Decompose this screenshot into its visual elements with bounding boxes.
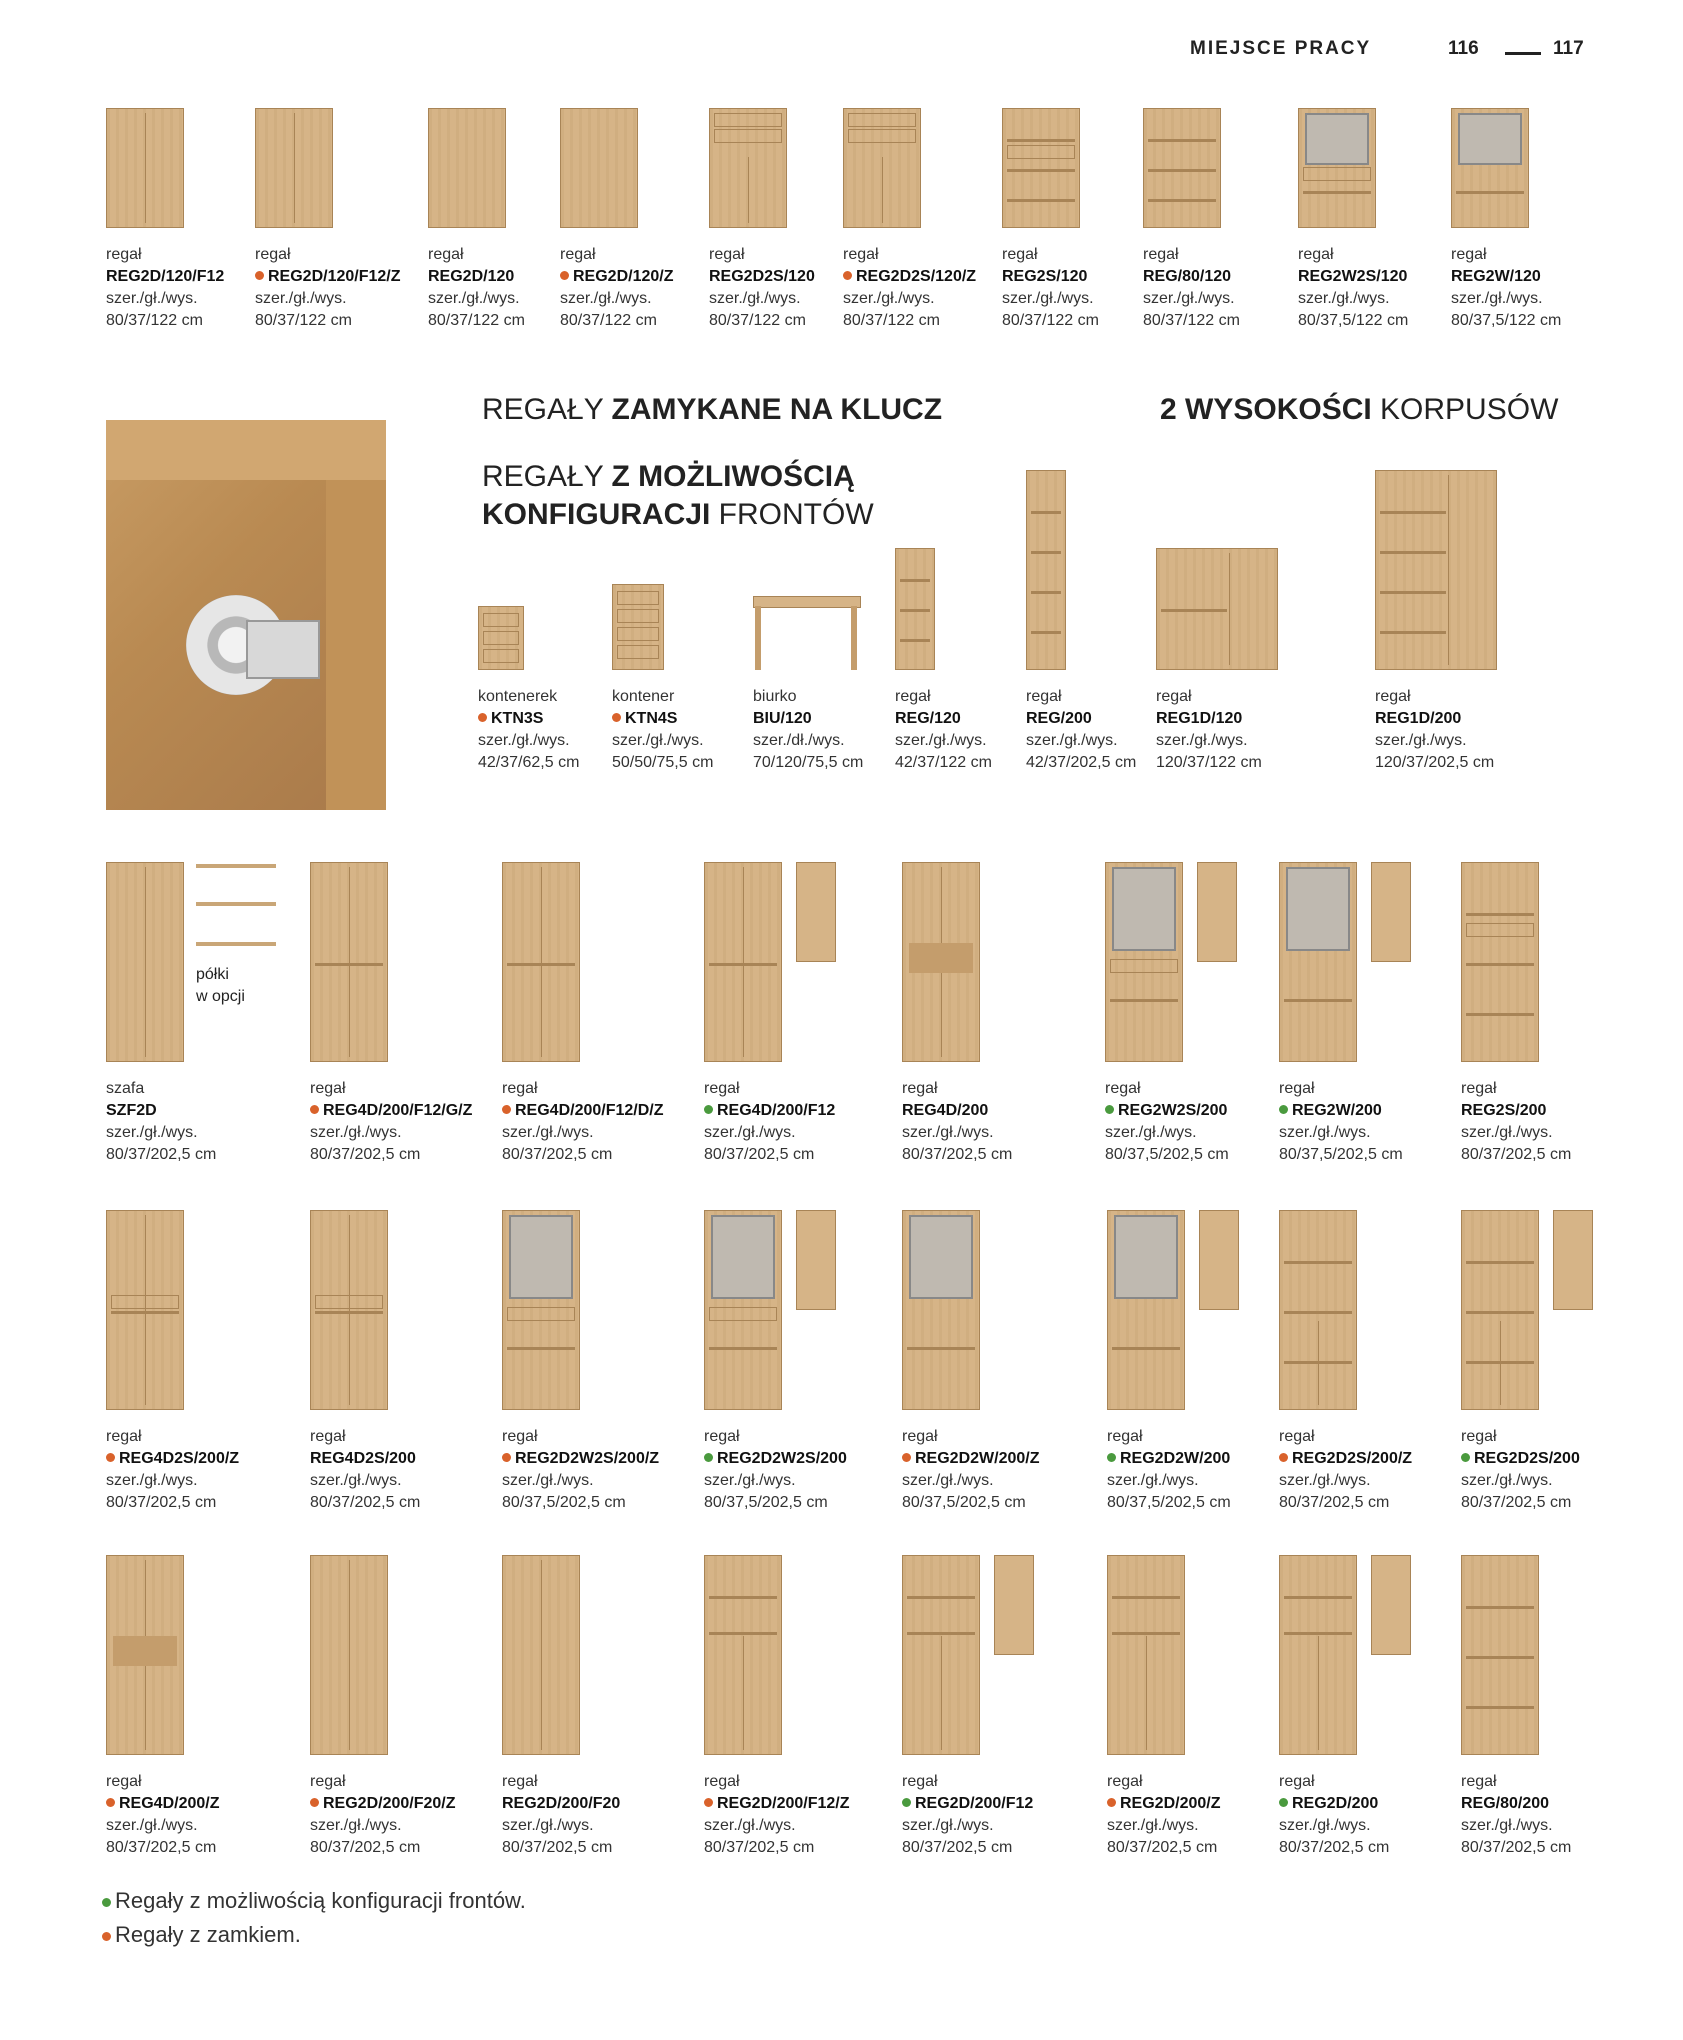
orange-dot-icon <box>106 1453 115 1462</box>
dimension-value: 80/37,5/202,5 cm <box>1105 1146 1229 1163</box>
product-type: regał <box>704 1773 740 1790</box>
product-image <box>310 862 470 1062</box>
product-biu-120 <box>753 470 913 774</box>
product-reg4d2s-200-z <box>106 1210 266 1514</box>
dimension-label: szer./gł./wys. <box>612 732 704 749</box>
dimension-label: szer./gł./wys. <box>1451 290 1543 307</box>
product-image <box>502 1210 662 1410</box>
product-code: REG2D2S/120 <box>709 268 815 285</box>
product-type: regał <box>902 1428 938 1445</box>
green-dot-icon <box>1461 1453 1470 1462</box>
product-type: regał <box>1026 688 1062 705</box>
product-image <box>1461 862 1621 1062</box>
dimension-label: szer./gł./wys. <box>1375 732 1467 749</box>
dimension-label: szer./gł./wys. <box>1279 1472 1371 1489</box>
dimension-label: szer./gł./wys. <box>310 1817 402 1834</box>
dimension-value: 120/37/122 cm <box>1156 754 1262 771</box>
heading-config-line2: KONFIGURACJI FRONTÓW <box>482 498 874 531</box>
product-image <box>902 1555 1062 1755</box>
product-image <box>753 470 913 670</box>
product-type: regał <box>310 1080 346 1097</box>
dimension-value: 80/37/122 cm <box>843 312 940 329</box>
dimension-label: szer./gł./wys. <box>310 1472 402 1489</box>
product-reg2d2w-200 <box>1107 1210 1267 1514</box>
product-type: szafa <box>106 1080 145 1097</box>
dimension-value: 80/37/122 cm <box>106 312 203 329</box>
dimension-value: 80/37/202,5 cm <box>1461 1494 1572 1511</box>
dimension-label: szer./gł./wys. <box>1107 1817 1199 1834</box>
product-image <box>560 108 720 228</box>
green-dot-icon <box>1105 1105 1114 1114</box>
page-divider <box>1505 52 1541 55</box>
product-code: REG1D/120 <box>1156 710 1243 727</box>
product-type: regał <box>428 246 464 263</box>
dimension-value: 120/37/202,5 cm <box>1375 754 1495 771</box>
orange-dot-icon <box>843 271 852 280</box>
orange-dot-icon <box>560 271 569 280</box>
product-type: regał <box>709 246 745 263</box>
dimension-label: szer./gł./wys. <box>895 732 987 749</box>
dimension-label: szer./gł./wys. <box>560 290 652 307</box>
dimension-value: 80/37/202,5 cm <box>704 1146 815 1163</box>
product-reg2d-120-f12 <box>106 108 266 332</box>
extra-front <box>1553 1210 1593 1310</box>
product-type: regał <box>1298 246 1334 263</box>
product-reg2s-200 <box>1461 862 1621 1166</box>
dimension-value: 80/37/202,5 cm <box>1107 1839 1218 1856</box>
product-type: regał <box>1279 1428 1315 1445</box>
product-image <box>1107 1555 1267 1755</box>
heading-heights: 2 WYSOKOŚCI KORPUSÓW <box>1160 393 1559 426</box>
product-code: REG/200 <box>1026 710 1092 727</box>
product-type: regał <box>1143 246 1179 263</box>
product-image <box>1279 1555 1439 1755</box>
dimension-label: szer./gł./wys. <box>1143 290 1235 307</box>
product-code: REG2D/200/F12/Z <box>717 1795 850 1812</box>
product-type: regał <box>902 1773 938 1790</box>
dimension-value: 80/37/122 cm <box>709 312 806 329</box>
product-type: kontenerek <box>478 688 558 705</box>
dimension-label: szer./gł./wys. <box>704 1124 796 1141</box>
dimension-value: 80/37/202,5 cm <box>1279 1839 1390 1856</box>
page-number-right: 117 <box>1553 38 1584 59</box>
product-code: REG2D/120 <box>428 268 515 285</box>
heading-locked: REGAŁY ZAMYKANE NA KLUCZ <box>482 393 943 426</box>
dimension-value: 50/50/75,5 cm <box>612 754 714 771</box>
product-reg2d2w-200-z <box>902 1210 1062 1514</box>
product-reg2d-200-f12-z <box>704 1555 864 1859</box>
orange-dot-icon <box>502 1105 511 1114</box>
dimension-label: szer./gł./wys. <box>1461 1124 1553 1141</box>
product-reg4d-200-f12-g-z <box>310 862 473 1166</box>
dimension-value: 80/37/122 cm <box>1002 312 1099 329</box>
product-code: REG2D2W/200/Z <box>915 1450 1040 1467</box>
dimension-label: szer./gł./wys. <box>255 290 347 307</box>
product-reg2d-120-f12-z <box>255 108 415 332</box>
dimension-label: szer./gł./wys. <box>106 1817 198 1834</box>
lock-detail-photo <box>106 420 386 810</box>
page-number-left: 116 <box>1448 38 1479 59</box>
dimension-label: szer./gł./wys. <box>1156 732 1248 749</box>
product-code: REG2D/200/Z <box>1120 1795 1221 1812</box>
dimension-label: szer./gł./wys. <box>902 1124 994 1141</box>
product-image <box>106 1210 266 1410</box>
dimension-value: 80/37/202,5 cm <box>106 1146 217 1163</box>
product-code: REG2D/120/F12/Z <box>268 268 401 285</box>
product-code: REG2D2S/120/Z <box>856 268 977 285</box>
product-image <box>502 1555 662 1755</box>
dimension-value: 80/37/202,5 cm <box>1461 1146 1572 1163</box>
product-reg2d-200 <box>1279 1555 1439 1859</box>
product-type: regał <box>502 1428 538 1445</box>
orange-dot-icon <box>310 1798 319 1807</box>
product-szf2d <box>106 862 266 1166</box>
product-image <box>612 470 772 670</box>
product-code: REG2W2S/200 <box>1118 1102 1228 1119</box>
product-code: REG4D/200/F12/G/Z <box>323 1102 473 1119</box>
dimension-value: 80/37,5/202,5 cm <box>1279 1146 1403 1163</box>
product-code: REG2W/200 <box>1292 1102 1382 1119</box>
product-reg2d2s-200 <box>1461 1210 1621 1514</box>
dimension-label: szer./gł./wys. <box>310 1124 402 1141</box>
product-image <box>310 1555 470 1755</box>
dimension-label: szer./gł./wys. <box>704 1472 796 1489</box>
dimension-label: szer./gł./wys. <box>106 1124 198 1141</box>
dimension-value: 80/37,5/122 cm <box>1451 312 1562 329</box>
legend-green: Regały z możliwością konfiguracji frontów. <box>102 1888 526 1914</box>
dimension-value: 80/37/202,5 cm <box>502 1839 613 1856</box>
dimension-label: szer./gł./wys. <box>1026 732 1118 749</box>
product-code: REG2D/120/Z <box>573 268 674 285</box>
product-reg2w2s-120 <box>1298 108 1458 332</box>
product-reg2d2w2s-200 <box>704 1210 864 1514</box>
product-code: REG4D2S/200/Z <box>119 1450 240 1467</box>
product-reg2d-200-f12 <box>902 1555 1062 1859</box>
dimension-value: 80/37,5/122 cm <box>1298 312 1409 329</box>
orange-dot-icon <box>106 1798 115 1807</box>
product-reg2d-200-f20-z <box>310 1555 470 1859</box>
green-dot-icon <box>704 1453 713 1462</box>
product-type: regał <box>704 1080 740 1097</box>
product-type: regał <box>310 1428 346 1445</box>
dimension-label: szer./gł./wys. <box>843 290 935 307</box>
dimension-value: 80/37,5/202,5 cm <box>902 1494 1026 1511</box>
product-code: REG2D/200/F20/Z <box>323 1795 456 1812</box>
product-reg2d2w2s-200-z <box>502 1210 662 1514</box>
product-code: REG2W/120 <box>1451 268 1541 285</box>
product-type: regał <box>1375 688 1411 705</box>
extra-front <box>1371 862 1411 962</box>
orange-dot-icon <box>310 1105 319 1114</box>
product-code: REG2D/200/F20 <box>502 1795 621 1812</box>
product-type: kontener <box>612 688 675 705</box>
product-image <box>1107 1210 1267 1410</box>
product-ktn4s <box>612 470 772 774</box>
product-code: REG2D2S/200/Z <box>1292 1450 1413 1467</box>
product-code: REG2W2S/120 <box>1298 268 1408 285</box>
orange-dot-icon <box>102 1932 111 1941</box>
dimension-label: szer./gł./wys. <box>1461 1817 1553 1834</box>
dimension-label: szer./gł./wys. <box>106 290 198 307</box>
green-dot-icon <box>704 1105 713 1114</box>
product-type: regał <box>255 246 291 263</box>
product-code: SZF2D <box>106 1102 157 1119</box>
extra-front <box>1371 1555 1411 1655</box>
orange-dot-icon <box>1279 1453 1288 1462</box>
dimension-label: szer./dł./wys. <box>753 732 845 749</box>
green-dot-icon <box>1279 1798 1288 1807</box>
product-image <box>255 108 415 228</box>
dimension-label: szer./gł./wys. <box>502 1817 594 1834</box>
product-reg2w2s-200 <box>1105 862 1265 1166</box>
product-image <box>1375 470 1535 670</box>
product-image <box>106 108 266 228</box>
dimension-label: szer./gł./wys. <box>106 1472 198 1489</box>
product-image <box>1461 1210 1621 1410</box>
dimension-value: 80/37/202,5 cm <box>106 1494 217 1511</box>
product-reg4d-200 <box>902 862 1062 1166</box>
dimension-value: 80/37/202,5 cm <box>310 1839 421 1856</box>
product-image <box>1143 108 1303 228</box>
product-type: regał <box>310 1773 346 1790</box>
product-type: regał <box>502 1773 538 1790</box>
extra-front <box>1197 862 1237 962</box>
product-code: REG4D/200/F12 <box>717 1102 836 1119</box>
product-type: regał <box>1156 688 1192 705</box>
product-image <box>1279 1210 1439 1410</box>
dimension-label: szer./gł./wys. <box>709 290 801 307</box>
dimension-label: szer./gł./wys. <box>704 1817 796 1834</box>
extra-front <box>1199 1210 1239 1310</box>
product-reg2d2s-120-z <box>843 108 1003 332</box>
product-image <box>1451 108 1611 228</box>
product-code: REG4D/200 <box>902 1102 989 1119</box>
key-icon <box>246 620 320 679</box>
product-code: REG2D/200/F12 <box>915 1795 1034 1812</box>
dimension-value: 80/37/122 cm <box>560 312 657 329</box>
dimension-value: 80/37,5/202,5 cm <box>502 1494 626 1511</box>
product-image <box>310 1210 470 1410</box>
product-type: regał <box>1105 1080 1141 1097</box>
product-code: REG2S/200 <box>1461 1102 1547 1119</box>
green-dot-icon <box>1279 1105 1288 1114</box>
section-title: MIEJSCE PRACY <box>1190 38 1372 59</box>
product-image <box>1156 470 1316 670</box>
product-type: regał <box>704 1428 740 1445</box>
product-reg2d-200-f20 <box>502 1555 662 1859</box>
product-code: REG2D2W2S/200/Z <box>515 1450 660 1467</box>
dimension-value: 80/37/202,5 cm <box>310 1146 421 1163</box>
dimension-value: 80/37/122 cm <box>1143 312 1240 329</box>
green-dot-icon <box>102 1898 111 1907</box>
dimension-label: szer./gł./wys. <box>478 732 570 749</box>
product-image <box>704 862 864 1062</box>
dimension-value: 80/37/202,5 cm <box>1279 1494 1390 1511</box>
product-code: KTN3S <box>491 710 544 727</box>
product-code: REG/120 <box>895 710 961 727</box>
legend-orange: Regały z zamkiem. <box>102 1922 301 1948</box>
product-type: regał <box>1451 246 1487 263</box>
product-reg2d-200-z <box>1107 1555 1267 1859</box>
orange-dot-icon <box>902 1453 911 1462</box>
product-image <box>704 1210 864 1410</box>
product-type: regał <box>1107 1773 1143 1790</box>
product-code: REG2D2W2S/200 <box>717 1450 847 1467</box>
product-reg2w-120 <box>1451 108 1611 332</box>
product-reg2w-200 <box>1279 862 1439 1166</box>
orange-dot-icon <box>502 1453 511 1462</box>
dimension-value: 80/37,5/202,5 cm <box>704 1494 828 1511</box>
product-reg4d-200-z <box>106 1555 266 1859</box>
dimension-value: 80/37/122 cm <box>428 312 525 329</box>
dimension-value: 80/37,5/202,5 cm <box>1107 1494 1231 1511</box>
dimension-label: szer./gł./wys. <box>1279 1817 1371 1834</box>
dimension-label: szer./gł./wys. <box>1279 1124 1371 1141</box>
dimension-value: 42/37/122 cm <box>895 754 992 771</box>
product-reg2s-120 <box>1002 108 1162 332</box>
product-type: regał <box>1461 1080 1497 1097</box>
orange-dot-icon <box>612 713 621 722</box>
extra-front <box>796 862 836 962</box>
dimension-value: 42/37/202,5 cm <box>1026 754 1137 771</box>
dimension-label: szer./gł./wys. <box>1298 290 1390 307</box>
product-type: regał <box>106 1773 142 1790</box>
product-type: biurko <box>753 688 797 705</box>
product-type: regał <box>1107 1428 1143 1445</box>
product-code: REG1D/200 <box>1375 710 1462 727</box>
product-image <box>902 862 1062 1062</box>
product-image <box>1298 108 1458 228</box>
dimension-label: szer./gł./wys. <box>1002 290 1094 307</box>
product-reg-80-200 <box>1461 1555 1621 1859</box>
product-type: regał <box>1279 1773 1315 1790</box>
product-reg-80-120 <box>1143 108 1303 332</box>
product-type: regał <box>843 246 879 263</box>
product-type: regał <box>895 688 931 705</box>
product-reg1d-120 <box>1156 470 1316 774</box>
dimension-value: 80/37/122 cm <box>255 312 352 329</box>
dimension-value: 80/37/202,5 cm <box>902 1839 1013 1856</box>
product-image <box>106 862 266 1062</box>
dimension-label: szer./gł./wys. <box>1107 1472 1199 1489</box>
product-code: REG/80/120 <box>1143 268 1232 285</box>
product-type: regał <box>502 1080 538 1097</box>
product-type: regał <box>560 246 596 263</box>
product-image <box>502 862 662 1062</box>
product-type: regał <box>1279 1080 1315 1097</box>
product-image <box>106 1555 266 1755</box>
dimension-label: szer./gł./wys. <box>1105 1124 1197 1141</box>
dimension-label: szer./gł./wys. <box>1461 1472 1553 1489</box>
product-image <box>1002 108 1162 228</box>
product-code: REG4D/200/Z <box>119 1795 220 1812</box>
product-reg1d-200 <box>1375 470 1535 774</box>
heading-config-line1: REGAŁY Z MOŻLIWOŚCIĄ <box>482 460 855 493</box>
orange-dot-icon <box>1107 1798 1116 1807</box>
dimension-value: 80/37/202,5 cm <box>310 1494 421 1511</box>
orange-dot-icon <box>704 1798 713 1807</box>
product-reg4d-200-f12 <box>704 862 864 1166</box>
product-code: REG/80/200 <box>1461 1795 1550 1812</box>
product-code: REG2D2W/200 <box>1120 1450 1231 1467</box>
product-reg4d2s-200 <box>310 1210 470 1514</box>
product-code: REG4D/200/F12/D/Z <box>515 1102 664 1119</box>
product-code: REG2S/120 <box>1002 268 1088 285</box>
dimension-value: 80/37/202,5 cm <box>106 1839 217 1856</box>
product-image <box>1105 862 1265 1062</box>
product-code: REG2D2S/200 <box>1474 1450 1580 1467</box>
product-reg4d-200-f12-d-z <box>502 862 662 1166</box>
extra-front <box>796 1210 836 1310</box>
product-image <box>1279 862 1439 1062</box>
orange-dot-icon <box>478 713 487 722</box>
product-code: REG2D/120/F12 <box>106 268 225 285</box>
product-image <box>843 108 1003 228</box>
product-reg2d2s-200-z <box>1279 1210 1439 1514</box>
product-code: BIU/120 <box>753 710 812 727</box>
product-code: KTN4S <box>625 710 678 727</box>
orange-dot-icon <box>255 271 264 280</box>
dimension-label: szer./gł./wys. <box>502 1124 594 1141</box>
product-type: regał <box>1461 1428 1497 1445</box>
dimension-label: szer./gł./wys. <box>502 1472 594 1489</box>
product-type: regał <box>1002 246 1038 263</box>
product-image <box>902 1210 1062 1410</box>
dimension-value: 80/37/202,5 cm <box>902 1146 1013 1163</box>
dimension-label: szer./gł./wys. <box>902 1472 994 1489</box>
product-code: REG4D2S/200 <box>310 1450 416 1467</box>
green-dot-icon <box>1107 1453 1116 1462</box>
dimension-label: szer./gł./wys. <box>428 290 520 307</box>
shelves-option-text: półki w opcji <box>196 966 245 1005</box>
product-code: REG2D/200 <box>1292 1795 1379 1812</box>
extra-front <box>994 1555 1034 1655</box>
dimension-value: 42/37/62,5 cm <box>478 754 580 771</box>
product-image <box>704 1555 864 1755</box>
product-image <box>1461 1555 1621 1755</box>
product-type: regał <box>1461 1773 1497 1790</box>
dimension-value: 80/37/202,5 cm <box>704 1839 815 1856</box>
product-type: regał <box>106 1428 142 1445</box>
product-reg2d-120-z <box>560 108 720 332</box>
product-type: regał <box>106 246 142 263</box>
green-dot-icon <box>902 1798 911 1807</box>
dimension-value: 80/37/202,5 cm <box>1461 1839 1572 1856</box>
dimension-value: 70/120/75,5 cm <box>753 754 864 771</box>
dimension-label: szer./gł./wys. <box>902 1817 994 1834</box>
product-type: regał <box>902 1080 938 1097</box>
dimension-value: 80/37/202,5 cm <box>502 1146 613 1163</box>
